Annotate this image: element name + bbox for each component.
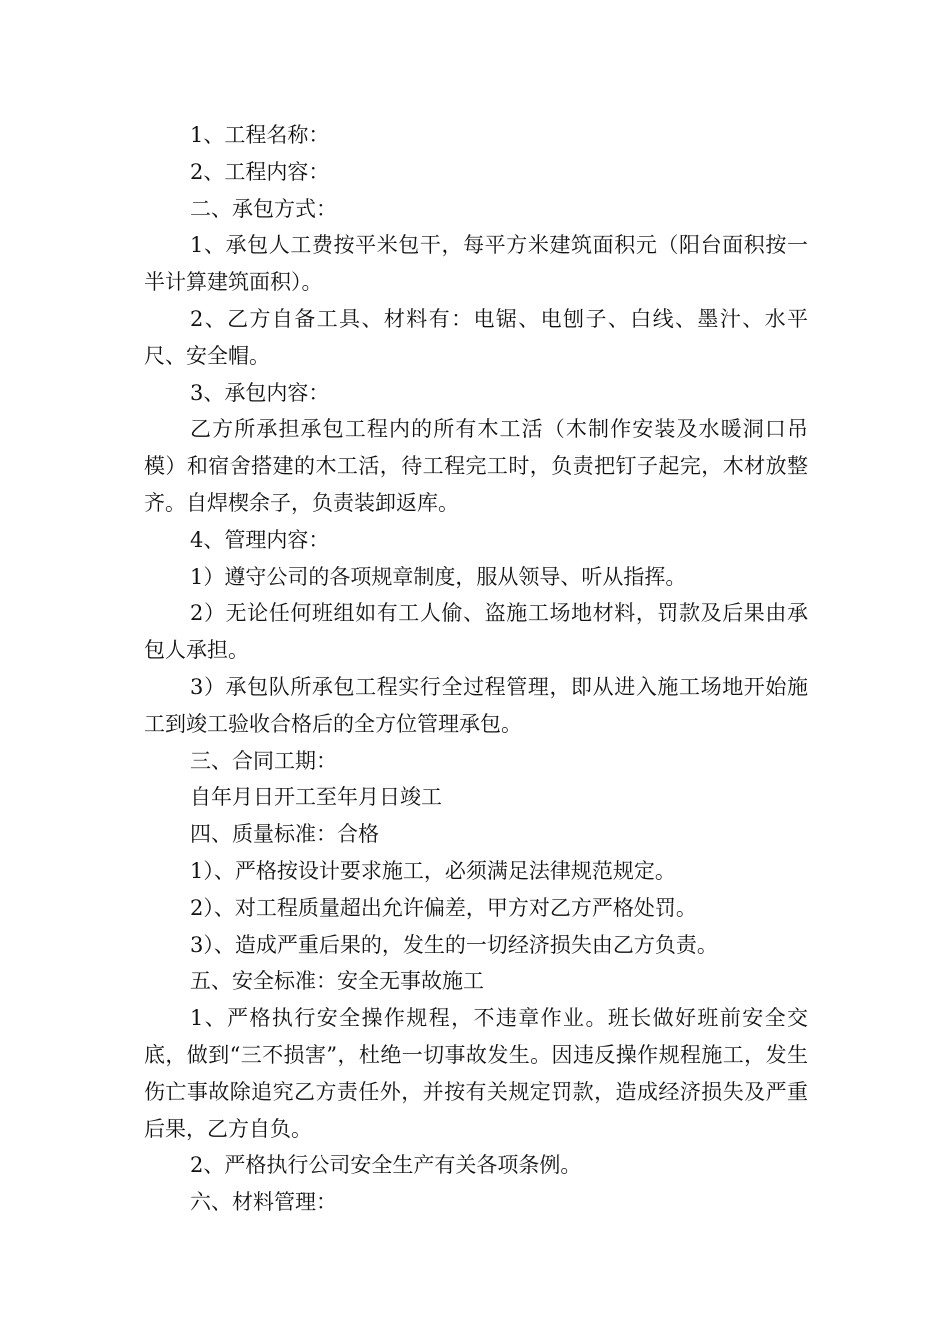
paragraph-management-rule-1: 1）遵守公司的各项规章制度，服从领导、听从指挥。 bbox=[190, 564, 687, 589]
paragraph-project-content: 2、工程内容： bbox=[190, 159, 330, 184]
paragraph-quality-rule-1: 1）、严格按设计要求施工，必须满足法律规范规定。 bbox=[190, 858, 676, 883]
paragraph-safety-rule-1: 1、严格执行安全操作规程，不违章作业。班长做好班前安全交底，做到“三不损害”，杜绝一切事故发生。因违反操作规程施工，发生伤亡事故除追究乙方责任外，并按有关规定罚款，造成经济损失及严重后果，乙方自负。 bbox=[144, 1006, 808, 1141]
section-heading-material-management: 六、材料管理： bbox=[190, 1190, 337, 1215]
paragraph-contract-content-heading: 3、承包内容： bbox=[190, 380, 330, 405]
section-heading-contract-method: 二、承包方式： bbox=[190, 196, 337, 221]
document-body bbox=[144, 117, 808, 1221]
paragraph-project-name: 1、工程名称： bbox=[190, 123, 330, 147]
paragraph-management-rule-2: 2）无论任何班组如有工人偷、盗施工场地材料，罚款及后果由承包人承担。 bbox=[144, 601, 808, 663]
paragraph-tools-materials: 2、乙方自备工具、材料有：电锯、电刨子、白线、墨汁、水平尺、安全帽。 bbox=[144, 306, 808, 368]
paragraph-quality-rule-3: 3）、造成严重后果的，发生的一切经济损失由乙方负责。 bbox=[190, 932, 718, 957]
paragraph-labor-fee: 1、承包人工费按平米包干，每平方米建筑面积元（阳台面积按一半计算建筑面积）。 bbox=[144, 233, 808, 295]
paragraph-management-heading: 4、管理内容： bbox=[190, 527, 330, 552]
paragraph-management-rule-3: 3）承包队所承包工程实行全过程管理，即从进入施工场地开始施工到竣工验收合格后的全方位管理承包。 bbox=[144, 674, 808, 736]
section-heading-contract-period: 三、合同工期： bbox=[190, 748, 337, 773]
paragraph-quality-rule-2: 2）、对工程质量超出允许偏差，甲方对乙方严格处罚。 bbox=[190, 895, 697, 920]
paragraph-contract-content: 乙方所承担承包工程内的所有木工活（木制作安装及水暖洞口吊模）和宿舍搭建的木工活，待工程完工时，负责把钉子起完，木材放整齐。自焊楔余子，负责装卸返库。 bbox=[144, 417, 808, 515]
section-heading-safety-standard: 五、安全标准：安全无事故施工 bbox=[190, 969, 484, 994]
section-heading-quality-standard: 四、质量标准：合格 bbox=[190, 822, 379, 847]
paragraph-safety-rule-2: 2、严格执行公司安全生产有关各项条例。 bbox=[190, 1153, 582, 1178]
paragraph-contract-period: 自年月日开工至年月日竣工 bbox=[190, 785, 442, 810]
